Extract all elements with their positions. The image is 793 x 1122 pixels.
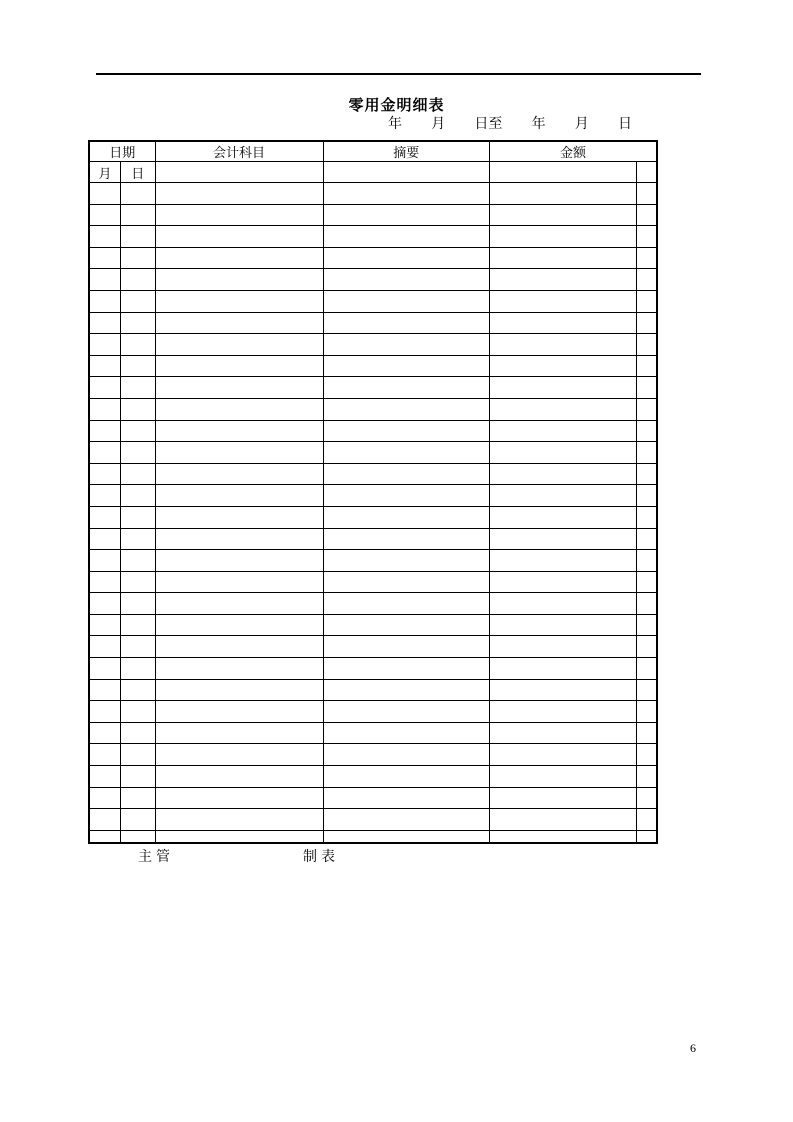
col-header-amount: 金额 [490,141,658,162]
empty-month-cell[interactable] [89,312,121,334]
empty-narrow-cell[interactable] [636,658,657,680]
empty-amount-cell[interactable] [490,614,637,636]
empty-day-cell[interactable] [121,679,156,701]
empty-amount-cell[interactable] [490,334,637,356]
empty-month-cell[interactable] [89,636,121,658]
empty-narrow-cell[interactable] [636,571,657,593]
empty-narrow-cell[interactable] [636,183,657,205]
empty-summary-cell[interactable] [323,290,490,312]
preparer-label: 制表 [303,850,339,865]
empty-narrow-cell[interactable] [636,269,657,291]
empty-amount-cell[interactable] [490,442,637,464]
empty-data-row [89,528,657,550]
date-range-line [388,117,632,133]
empty-narrow-cell[interactable] [636,830,657,843]
empty-summary-cell[interactable] [323,183,490,205]
empty-month-cell[interactable] [89,679,121,701]
empty-account-cell[interactable] [155,701,323,723]
empty-amount-cell[interactable] [490,722,637,744]
empty-account-cell[interactable] [155,290,323,312]
empty-data-row [89,550,657,572]
empty-narrow-cell[interactable] [636,550,657,572]
empty-amount-cell[interactable] [490,550,637,572]
empty-summary-cell[interactable] [323,420,490,442]
empty-month-cell[interactable] [89,614,121,636]
empty-account-cell[interactable] [155,722,323,744]
empty-month-cell[interactable] [89,334,121,356]
empty-narrow-cell[interactable] [636,226,657,248]
empty-account-cell[interactable] [155,809,323,831]
empty-amount-cell[interactable] [490,679,637,701]
empty-summary-cell[interactable] [323,787,490,809]
empty-data-row [89,679,657,701]
empty-month-cell[interactable] [89,485,121,507]
empty-day-cell[interactable] [121,269,156,291]
empty-account-cell[interactable] [155,269,323,291]
subheader-month-label: 月 [89,162,121,183]
empty-month-cell[interactable] [89,809,121,831]
empty-day-cell[interactable] [121,658,156,680]
date-year-from: 年 [388,117,402,132]
empty-summary-cell[interactable] [323,485,490,507]
empty-summary-cell[interactable] [323,744,490,766]
empty-data-row [89,701,657,723]
empty-day-cell[interactable] [121,701,156,723]
empty-data-row [89,658,657,680]
empty-narrow-cell[interactable] [636,506,657,528]
empty-amount-cell[interactable] [490,528,637,550]
empty-narrow-cell[interactable] [636,528,657,550]
empty-summary-cell[interactable] [323,226,490,248]
empty-data-row [89,312,657,334]
col-header-summary: 摘要 [323,141,490,162]
empty-day-cell[interactable] [121,506,156,528]
empty-summary-cell[interactable] [323,162,490,183]
empty-data-row [89,420,657,442]
empty-month-cell[interactable] [89,722,121,744]
empty-summary-cell[interactable] [323,312,490,334]
empty-month-cell[interactable] [89,377,121,399]
empty-account-cell[interactable] [155,636,323,658]
empty-amount-cell[interactable] [490,506,637,528]
empty-amount-cell[interactable] [490,787,637,809]
empty-day-cell[interactable] [121,766,156,788]
empty-account-cell[interactable] [155,528,323,550]
empty-month-cell[interactable] [89,506,121,528]
empty-summary-cell[interactable] [323,550,490,572]
empty-day-cell[interactable] [121,636,156,658]
empty-account-cell[interactable] [155,377,323,399]
empty-narrow-cell[interactable] [636,247,657,269]
empty-account-cell[interactable] [155,506,323,528]
page-number: 6 [690,1041,696,1055]
empty-day-cell[interactable] [121,398,156,420]
date-day-to: 日 [617,117,632,132]
empty-amount-cell[interactable] [490,571,637,593]
empty-day-cell[interactable] [121,830,156,843]
empty-amount-cell[interactable] [490,593,637,615]
empty-narrow-cell[interactable] [636,766,657,788]
empty-month-cell[interactable] [89,658,121,680]
empty-data-row [89,204,657,226]
empty-data-row [89,398,657,420]
empty-data-row [89,355,657,377]
empty-month-cell[interactable] [89,463,121,485]
empty-day-cell[interactable] [121,355,156,377]
date-day-from-to: 日至 [474,117,503,132]
empty-data-row [89,830,657,843]
empty-summary-cell[interactable] [323,658,490,680]
empty-amount-cell[interactable] [490,658,637,680]
petty-cash-table [88,140,658,844]
supervisor-label: 主管 [138,850,174,865]
empty-month-cell[interactable] [89,204,121,226]
empty-month-cell[interactable] [89,183,121,205]
empty-account-cell[interactable] [155,312,323,334]
empty-narrow-cell[interactable] [636,463,657,485]
empty-amount-cell[interactable] [490,766,637,788]
empty-month-cell[interactable] [89,290,121,312]
empty-day-cell[interactable] [121,247,156,269]
empty-day-cell[interactable] [121,334,156,356]
date-year-to: 年 [531,117,546,132]
empty-account-cell[interactable] [155,614,323,636]
empty-day-cell[interactable] [121,183,156,205]
empty-amount-cell[interactable] [490,398,637,420]
empty-narrow-cell[interactable] [636,355,657,377]
empty-month-cell[interactable] [89,528,121,550]
empty-data-row [89,787,657,809]
empty-account-cell[interactable] [155,162,323,183]
empty-narrow-cell[interactable] [636,614,657,636]
empty-account-cell[interactable] [155,679,323,701]
empty-day-cell[interactable] [121,442,156,464]
empty-narrow-cell[interactable] [636,290,657,312]
empty-summary-cell[interactable] [323,506,490,528]
empty-amount-cell[interactable] [490,744,637,766]
empty-summary-cell[interactable] [323,830,490,843]
empty-narrow-cell[interactable] [636,593,657,615]
empty-data-row [89,269,657,291]
empty-day-cell[interactable] [121,722,156,744]
empty-data-row [89,571,657,593]
empty-account-cell[interactable] [155,463,323,485]
empty-day-cell[interactable] [121,204,156,226]
empty-data-row [89,226,657,248]
empty-summary-cell[interactable] [323,722,490,744]
empty-account-cell[interactable] [155,744,323,766]
empty-data-row [89,334,657,356]
empty-narrow-cell[interactable] [636,398,657,420]
empty-day-cell[interactable] [121,463,156,485]
empty-data-row [89,614,657,636]
empty-day-cell[interactable] [121,312,156,334]
empty-summary-cell[interactable] [323,355,490,377]
empty-summary-cell[interactable] [323,679,490,701]
empty-day-cell[interactable] [121,571,156,593]
empty-day-cell[interactable] [121,593,156,615]
empty-day-cell[interactable] [121,485,156,507]
empty-summary-cell[interactable] [323,614,490,636]
empty-amount-cell[interactable] [490,485,637,507]
empty-account-cell[interactable] [155,355,323,377]
empty-narrow-cell[interactable] [636,701,657,723]
empty-summary-cell[interactable] [323,528,490,550]
empty-data-row [89,183,657,205]
empty-data-row [89,290,657,312]
empty-narrow-cell[interactable] [636,809,657,831]
empty-data-row [89,247,657,269]
empty-data-row [89,506,657,528]
empty-day-cell[interactable] [121,614,156,636]
empty-month-cell[interactable] [89,766,121,788]
empty-data-row [89,766,657,788]
document-title: 零用金明细表 [348,98,445,114]
empty-amount-cell[interactable] [490,162,637,183]
empty-data-row [89,722,657,744]
empty-month-cell[interactable] [89,830,121,843]
empty-month-cell[interactable] [89,226,121,248]
empty-month-cell[interactable] [89,355,121,377]
empty-narrow-cell[interactable] [636,420,657,442]
empty-account-cell[interactable] [155,787,323,809]
empty-amount-cell[interactable] [490,420,637,442]
empty-data-row [89,442,657,464]
table-body [89,183,657,844]
empty-account-cell[interactable] [155,571,323,593]
col-header-account: 会计科目 [155,141,323,162]
empty-account-cell[interactable] [155,442,323,464]
empty-month-cell[interactable] [89,701,121,723]
empty-amount-cell[interactable] [490,226,637,248]
empty-day-cell[interactable] [121,377,156,399]
empty-month-cell[interactable] [89,442,121,464]
empty-data-row [89,377,657,399]
empty-data-row [89,809,657,831]
empty-day-cell[interactable] [121,550,156,572]
empty-account-cell[interactable] [155,334,323,356]
empty-account-cell[interactable] [155,226,323,248]
empty-account-cell[interactable] [155,420,323,442]
empty-narrow-cell[interactable] [636,485,657,507]
empty-month-cell[interactable] [89,247,121,269]
empty-narrow-cell[interactable] [636,334,657,356]
empty-day-cell[interactable] [121,420,156,442]
empty-summary-cell[interactable] [323,334,490,356]
empty-data-row [89,744,657,766]
table-subheader-row [89,162,657,183]
empty-amount-cell[interactable] [490,247,637,269]
empty-account-cell[interactable] [155,485,323,507]
empty-month-cell[interactable] [89,398,121,420]
empty-month-cell[interactable] [89,744,121,766]
empty-day-cell[interactable] [121,744,156,766]
col-header-date: 日期 [89,141,155,162]
empty-account-cell[interactable] [155,658,323,680]
empty-month-cell[interactable] [89,420,121,442]
empty-amount-cell[interactable] [490,830,637,843]
empty-summary-cell[interactable] [323,766,490,788]
empty-summary-cell[interactable] [323,809,490,831]
empty-day-cell[interactable] [121,809,156,831]
empty-amount-cell[interactable] [490,312,637,334]
empty-narrow-cell[interactable] [636,312,657,334]
empty-summary-cell[interactable] [323,247,490,269]
empty-data-row [89,463,657,485]
subheader-day-label: 日 [121,162,156,183]
empty-narrow-cell[interactable] [636,377,657,399]
empty-month-cell[interactable] [89,593,121,615]
empty-amount-cell[interactable] [490,636,637,658]
empty-month-cell[interactable] [89,787,121,809]
empty-amount-cell[interactable] [490,355,637,377]
empty-day-cell[interactable] [121,528,156,550]
empty-amount-cell[interactable] [490,204,637,226]
empty-narrow-cell[interactable] [636,636,657,658]
empty-month-cell[interactable] [89,269,121,291]
empty-account-cell[interactable] [155,183,323,205]
empty-narrow-cell[interactable] [636,679,657,701]
empty-summary-cell[interactable] [323,204,490,226]
date-month-to: 月 [574,117,589,132]
empty-account-cell[interactable] [155,593,323,615]
empty-account-cell[interactable] [155,766,323,788]
empty-account-cell[interactable] [155,830,323,843]
empty-narrow-cell[interactable] [636,162,657,183]
empty-day-cell[interactable] [121,290,156,312]
empty-account-cell[interactable] [155,204,323,226]
empty-amount-cell[interactable] [490,377,637,399]
empty-narrow-cell[interactable] [636,787,657,809]
empty-amount-cell[interactable] [490,463,637,485]
empty-summary-cell[interactable] [323,593,490,615]
empty-amount-cell[interactable] [490,183,637,205]
empty-amount-cell[interactable] [490,809,637,831]
header-divider-line [96,73,701,75]
empty-account-cell[interactable] [155,247,323,269]
empty-day-cell[interactable] [121,787,156,809]
empty-amount-cell[interactable] [490,701,637,723]
empty-narrow-cell[interactable] [636,442,657,464]
empty-summary-cell[interactable] [323,377,490,399]
empty-account-cell[interactable] [155,550,323,572]
empty-summary-cell[interactable] [323,571,490,593]
empty-month-cell[interactable] [89,571,121,593]
empty-narrow-cell[interactable] [636,722,657,744]
empty-summary-cell[interactable] [323,463,490,485]
date-month-from: 月 [431,117,446,132]
empty-data-row [89,593,657,615]
empty-summary-cell[interactable] [323,701,490,723]
empty-summary-cell[interactable] [323,636,490,658]
empty-month-cell[interactable] [89,550,121,572]
empty-narrow-cell[interactable] [636,204,657,226]
empty-amount-cell[interactable] [490,269,637,291]
empty-summary-cell[interactable] [323,442,490,464]
table-header-row [89,141,657,162]
empty-data-row [89,485,657,507]
empty-day-cell[interactable] [121,226,156,248]
empty-data-row [89,636,657,658]
empty-summary-cell[interactable] [323,398,490,420]
empty-amount-cell[interactable] [490,290,637,312]
empty-account-cell[interactable] [155,398,323,420]
empty-summary-cell[interactable] [323,269,490,291]
empty-narrow-cell[interactable] [636,744,657,766]
